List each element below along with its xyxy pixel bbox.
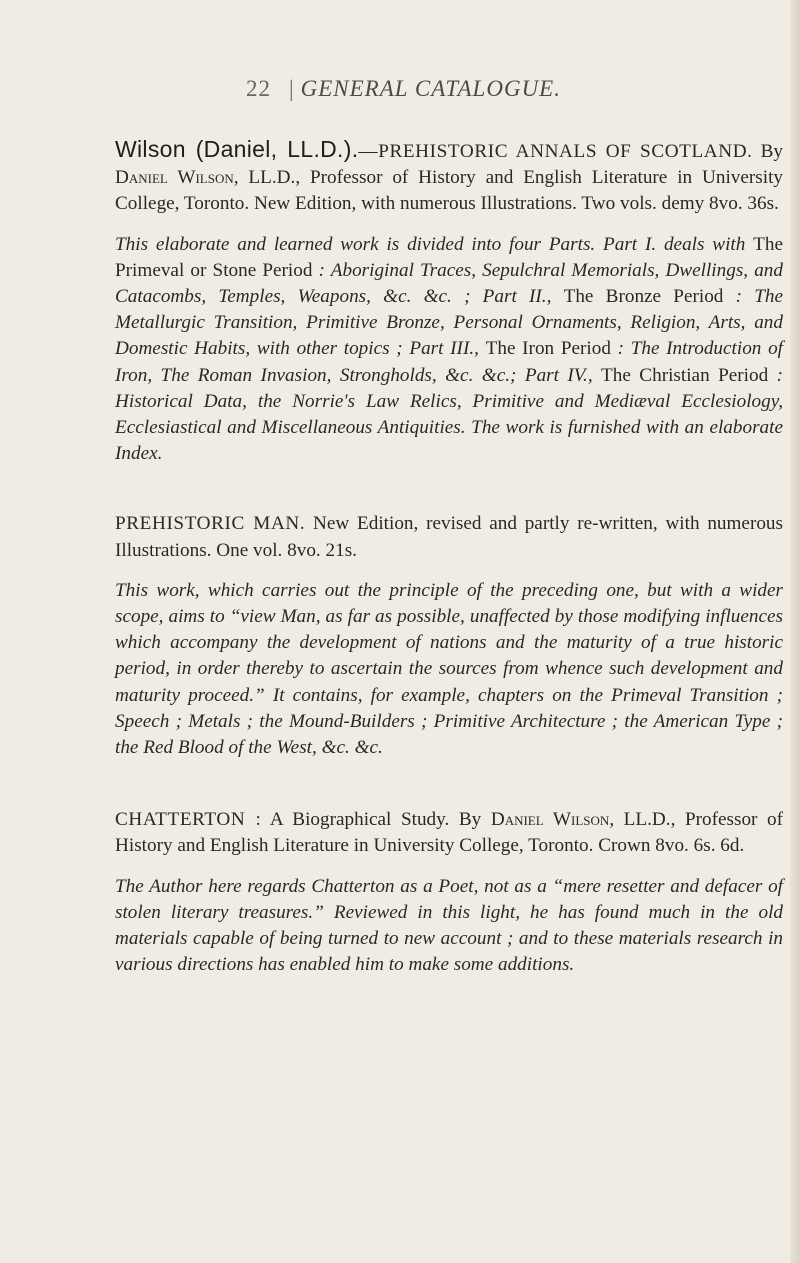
entry-heading bbox=[115, 136, 783, 218]
entry-title: —PREHISTORIC ANNALS OF SCOTLAND. bbox=[358, 141, 753, 162]
entry-details: A Biographical Study. By bbox=[261, 809, 491, 831]
entry-title: PREHISTORIC MAN. bbox=[115, 513, 306, 535]
entry-title: CHATTERTON : bbox=[115, 809, 262, 831]
note-text: : The Metallurgic Transition, Primitive Bronze, Personal Ornaments, Religion, Arts, and Domestic Habits, with other topics ; Part III., bbox=[115, 286, 783, 360]
catalogue-entry bbox=[115, 511, 783, 761]
entry-heading bbox=[115, 807, 783, 859]
note-text: : Aboriginal Traces, Sepulchral Memorials, Dwellings, and Catacombs, Temples, Weapons, &c. &c. ; Part II., bbox=[115, 259, 783, 308]
note-text: : Historical Data, the Norrie's Law Relics, Primitive and Mediæval Ecclesiology, Ecclesiastical and Miscellaneous Antiquities. The work is furnished with an elaborate Index. bbox=[115, 364, 784, 465]
catalogue-entries bbox=[115, 136, 783, 978]
catalogue-entry bbox=[115, 807, 783, 978]
spacer bbox=[115, 467, 783, 511]
note-text: This elaborate and learned work is divided into four Parts. Part I. deals with bbox=[115, 233, 754, 255]
running-head-title: GENERAL CATALOGUE. bbox=[300, 76, 561, 101]
entry-note: This work, which carries out the principle of the preceding one, but with a wider scope, aims to “view Man, as far as possible, unaffected by those modifying influences which accompany the development of nations and the maturity of a true historic period, in order thereby to ascertain the sources from whence such development and maturity proceed.” It contains, for example, chapters on the Primeval Transition ; Speech ; Metals ; the Mound-Builders ; Primitive Architecture ; the American Type ; the Red Blood of the West, &c. &c. bbox=[115, 579, 783, 759]
page-edge bbox=[790, 0, 800, 1263]
running-head bbox=[246, 76, 800, 102]
note-text: : The Introduction of Iron, The Roman Invasion, Strongholds, &c. &c.; Part IV., bbox=[115, 338, 784, 386]
page-number: 22 bbox=[246, 76, 271, 101]
spacer bbox=[115, 761, 783, 807]
note-period: The Primeval or Stone Period bbox=[115, 233, 783, 281]
entry-author-name: Daniel Wilson bbox=[490, 809, 610, 831]
entry-details: , LL.D., Professor of History and English Literature in University College, Toronto. New Edition, with numerous Illustrations. Two vols. demy 8vo. 36s. bbox=[115, 167, 783, 215]
entry-note: The Author here regards Chatterton as a Poet, not as a “mere resetter and defacer of stolen literary treasures.” Reviewed in this light, he has found much in the old materials capable of being turned to new account ; and to these materials research in various directions has enabled him to make some additions. bbox=[115, 875, 783, 976]
entry-heading bbox=[115, 511, 783, 563]
head-divider: | bbox=[289, 76, 295, 101]
entry-details: , LL.D., Professor of History and English Literature in University College, Toronto. Crown 8vo. 6s. 6d. bbox=[115, 809, 783, 857]
note-period: The Iron Period bbox=[485, 338, 611, 360]
entry-details: New Edition, revised and partly re-written, with numerous Illustrations. One vol. 8vo. 21s. bbox=[115, 513, 783, 561]
entry-author-name: Daniel Wilson bbox=[115, 167, 234, 189]
catalogue-entry bbox=[115, 136, 783, 467]
entry-author: Wilson (Daniel, LL.D.). bbox=[115, 136, 359, 162]
entry-by: By bbox=[760, 141, 783, 162]
entry-note bbox=[115, 232, 783, 468]
note-period: The Christian Period bbox=[601, 364, 769, 386]
note-period: The Bronze Period bbox=[563, 286, 724, 308]
